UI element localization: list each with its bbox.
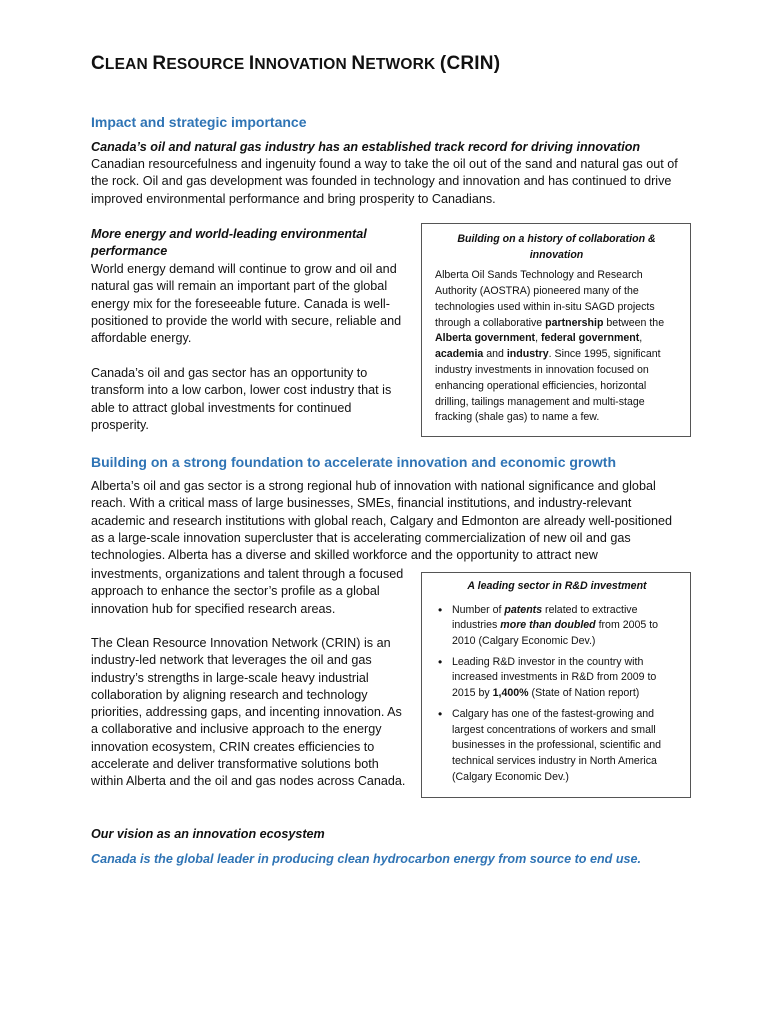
vision-heading: Our vision as an innovation ecosystem [91,827,325,841]
paragraph-crin: The Clean Resource Innovation Network (CRIN) is an industry-led network that leverages the oil and gas industry’s strengths in large-scale heavy industrial collaboration by aligning research and technology priorities, addressing gaps, and incenting innovation. As a collaborative and inclusive approach to the energy innovation ecosystem, CRIN creates efficiencies to accelerate and deliver transformative solutions both within Alberta and the oil and gas nodes across Canada. [91,636,406,789]
paragraph-hub-continued: investments, organizations and talent through a focused approach to enhance the sector’s profile as a global innovation hub for specified research areas. [91,567,404,616]
subheading-more-energy: More energy and world-leading environmental performance [91,227,367,259]
paragraph-resourcefulness: Canadian resourcefulness and ingenuity found a way to take the oil out of the sand and natural gas out of the rock. Oil and gas development was founded in technology and innovation and has continued to drive improved environmental performance and bring prosperity to Canadians. [91,157,678,206]
rd-bullet-investor: • Leading R&D investor in the country with increased investments in R&D from 2009 to 2015 by 1,400% (State of Nation report) [452,655,680,702]
rd-bullet-calgary: • Calgary has one of the fastest-growing and largest concentrations of workers and small businesses in the professional, scientific and technical services industry in North America (Calgary Economic Dev.) [452,707,680,786]
section-heading-impact: Impact and strategic importance [91,114,307,130]
rd-bullet-list [434,603,680,786]
paragraph-world-energy: World energy demand will continue to grow and oil and natural gas will remain an important part of the global energy mix for the foreseeable future. Canada is well-positioned to provide the world with secure, reliable and affordable energy. [91,262,402,346]
history-sidebar-box [421,223,691,437]
paragraph-regional-hub: Alberta’s oil and gas sector is a strong regional hub of innovation with national significance and global reach. With a critical mass of large businesses, SMEs, financial institutions, and industry-relevant academic and research institutions with global reach, Calgary and Edmonton are already well-positioned as a large-scale innovation supercluster that is accelerating commercialization of new oil and gas technologies. Alberta has a diverse and skilled workforce and the opportunity to attract new [91,479,673,563]
page-title: CLEAN RESOURCE INNOVATION NETWORK (CRIN) [91,53,501,74]
history-box-title: Building on a history of collaboration & innovation [457,233,656,261]
vision-statement: Canada is the global leader in producing clean hydrocarbon energy from source to end use. [91,852,642,866]
rd-bullet-patents: • Number of patents related to extractive industries more than doubled from 2005 to 2010 (Calgary Economic Dev.) [452,603,680,650]
history-box-text: Alberta Oil Sands Technology and Research Authority (AOSTRA) pioneered many of the technologies used within in-situ SAGD projects through a collaborative partnership between the Alberta government, federal government, academia and industry. Since 1995, significant industry investments in innovation focused on enhancing operational efficiencies, horizontal drilling, tailings management and multi-stage fracking (shale gas) to name a few. [435,269,665,424]
rd-sidebar-box [421,572,691,798]
section-heading-foundation: Building on a strong foundation to accelerate innovation and economic growth [91,454,617,470]
rd-box-title: A leading sector in R&D investment [467,580,647,592]
subheading-track-record: Canada’s oil and natural gas industry has an established track record for driving innovation [91,140,641,154]
paragraph-low-carbon: Canada’s oil and gas sector has an opportunity to transform into a low carbon, lower cost industry that is able to attract global investments for continued prosperity. [91,366,392,432]
